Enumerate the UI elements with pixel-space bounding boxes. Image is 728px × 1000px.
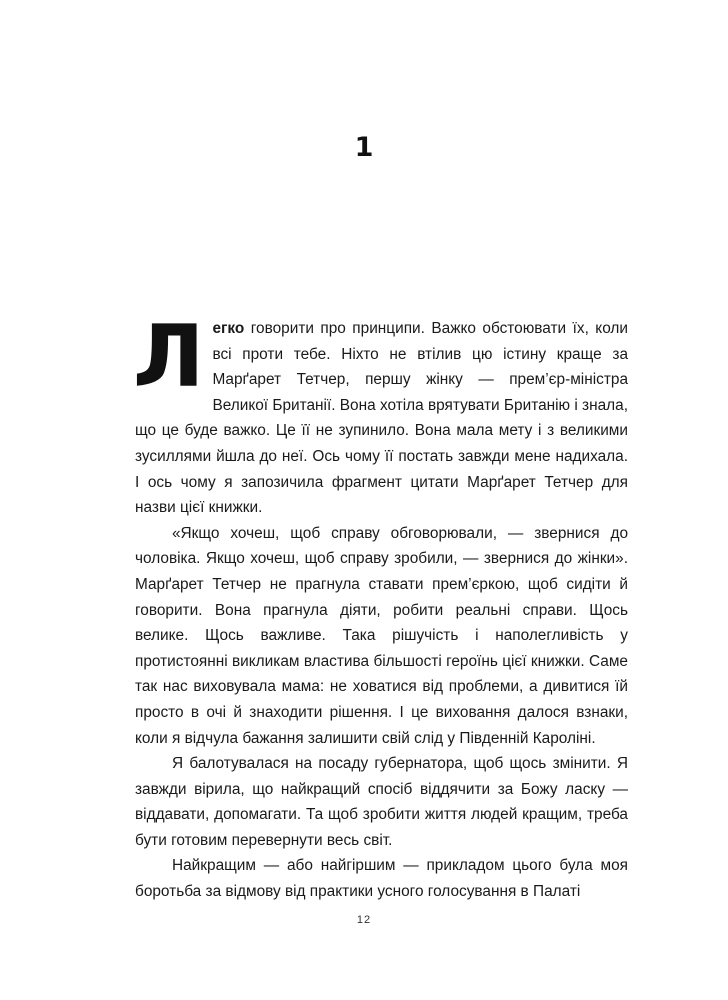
chapter-number: 1 <box>354 132 374 163</box>
paragraph: Я балотувалася на посаду губернатора, щоб щось змінити. Я завжди вірила, що найкращий спосіб віддячити за Божу ласку — віддавати, допомагати. Та щоб зробити життя людей кращим, треба бути готовим перевернути весь світ. <box>135 755 628 849</box>
first-paragraph-text: говорити про принципи. Важко обстоювати їх, коли всі проти тебе. Ніхто не втілив цю істину краще за Марґарет Тетчер, першу жінку — прем’єр-міністра Великої Британії. Вона хотіла врятувати Британію і знала, що це буде важко. Це її не зупинило. Вона мала мету і з великими зусиллями йшла до неї. Ось чому її постать завжди мене надихала. І ось чому я запозичила фрагмент цитати Марґарет Тетчер для назви цієї книжки. <box>135 320 628 517</box>
paragraph: Найкращим — або найгіршим — прикладом цього була моя боротьба за відмову від практики усного голосування в Палаті <box>135 857 628 901</box>
lead-word: егко <box>212 320 245 337</box>
paragraph: «Якщо хочеш, щоб справу обговорювали, — звернися до чоловіка. Якщо хочеш, щоб справу зробили, — звернися до жінки». Марґарет Тетчер не прагнула ставати прем’єркою, щоб сидіти й говорити. Вона прагнула діяти, робити реальні справи. Щось велике. Щось важливе. Така рішучість і наполегливість у протистоянні викликам властива більшості героїнь цієї книжки. Саме так нас виховувала мама: не ховатися від проблеми, а дивитися їй просто в очі й знаходити рішення. І це виховання далося взнаки, коли я відчула бажання залишити свій слід у Південній Кароліні. <box>135 524 628 747</box>
first-paragraph <box>133 307 628 521</box>
page-number: 12 <box>356 914 372 926</box>
drop-cap: Л <box>133 307 205 407</box>
chapter-body <box>133 307 628 905</box>
